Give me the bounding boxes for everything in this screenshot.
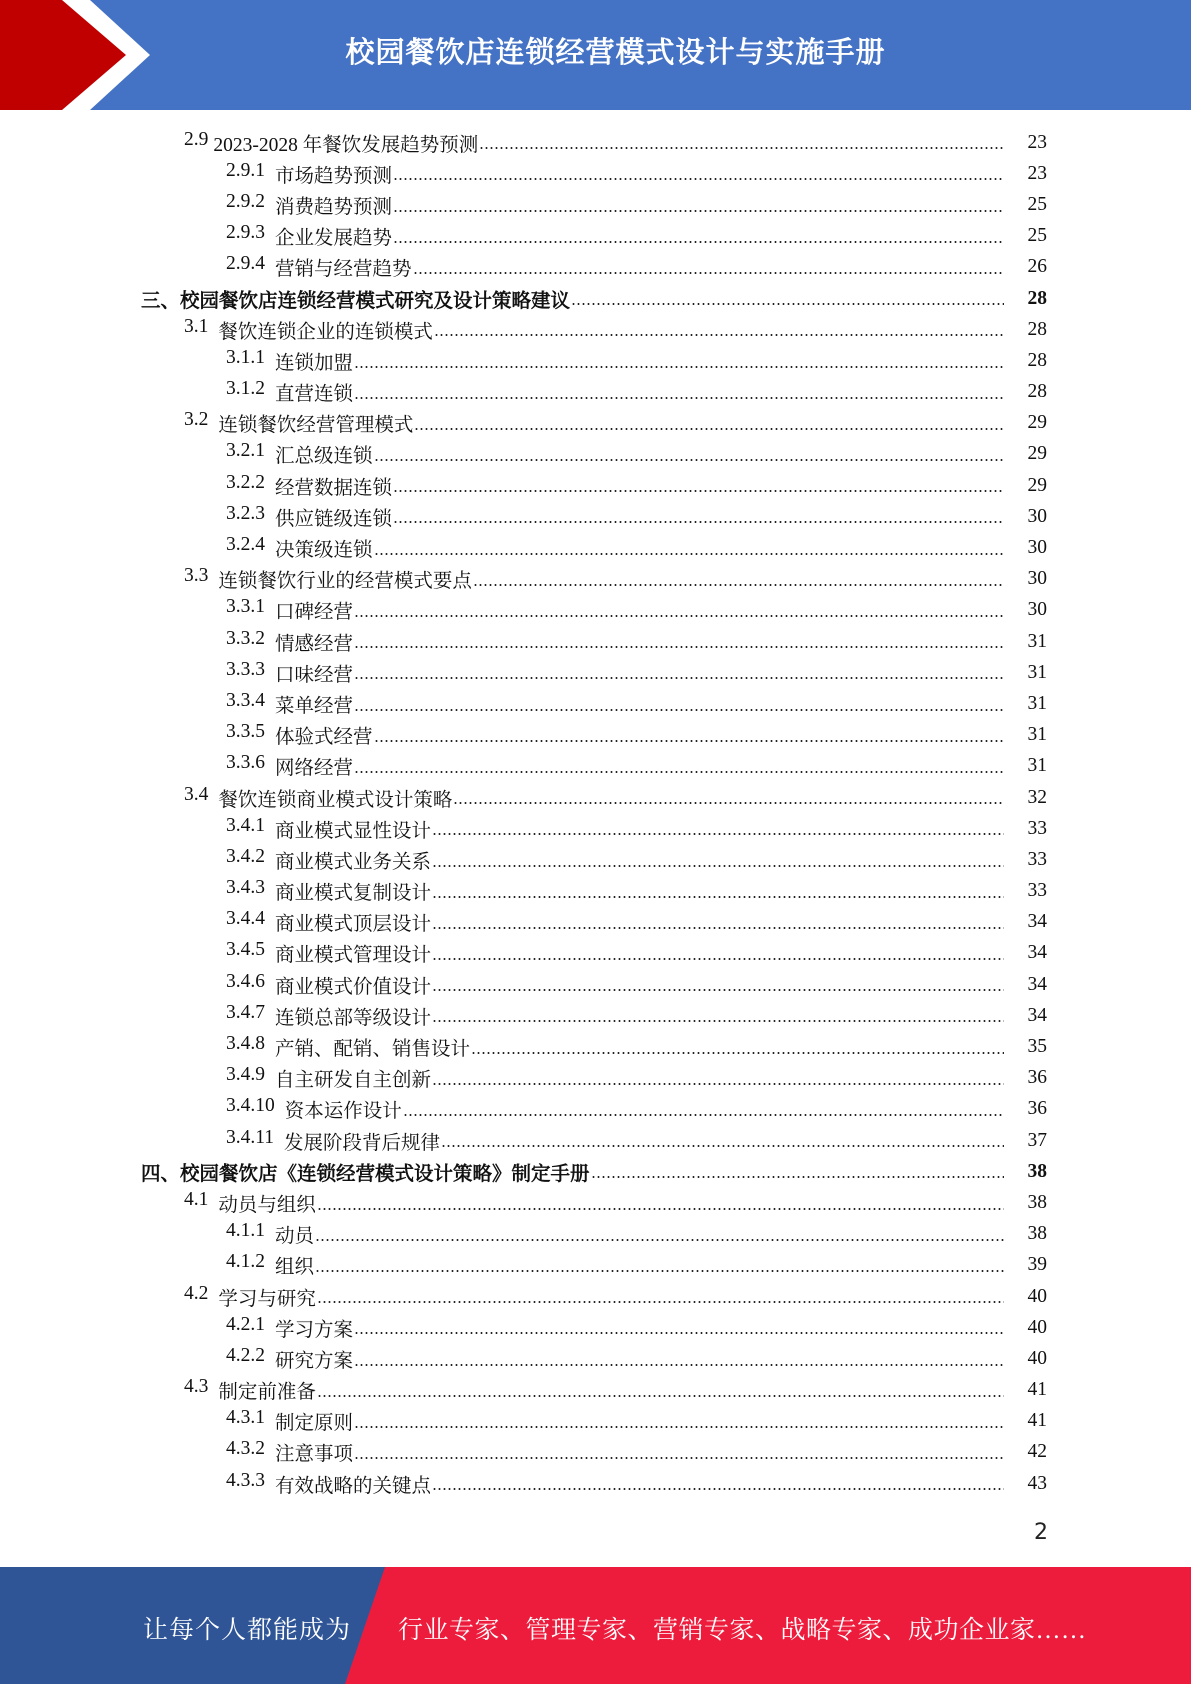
- toc-entry-number: 2.9: [184, 128, 209, 150]
- toc-entry-page: 34: [1027, 973, 1047, 995]
- toc-entry-label: [226, 440, 373, 468]
- toc-entry-page: 35: [1027, 1036, 1047, 1058]
- toc-entry-number: 3.2.4: [226, 534, 265, 556]
- toc-entry-page: 38: [1027, 1160, 1047, 1182]
- toc-entry-title: 决策级连锁: [275, 540, 373, 562]
- toc-entry[interactable]: [0, 252, 1191, 283]
- toc-entry-label: [226, 1095, 402, 1123]
- document-title: 校园餐饮店连锁经营模式设计与实施手册: [345, 35, 886, 69]
- toc-entry-label: [226, 721, 373, 749]
- toc-entry[interactable]: [0, 1406, 1191, 1437]
- toc-entry-title: 学习方案: [275, 1319, 354, 1341]
- toc-entry[interactable]: [0, 1063, 1191, 1094]
- toc-entry-label: [184, 565, 472, 593]
- toc-entry-title: 情感经营: [275, 633, 354, 655]
- toc-entry-title: 菜单经营: [275, 695, 354, 717]
- toc-entry[interactable]: [0, 158, 1191, 189]
- toc-entry-number: 3.3.2: [226, 627, 265, 649]
- toc-entry-label: [226, 1407, 353, 1435]
- toc-entry-page: 41: [1027, 1379, 1047, 1401]
- toc-dot-leader: [393, 490, 1004, 492]
- toc-dot-leader: [591, 1176, 1004, 1178]
- toc-dot-leader: [414, 428, 1004, 430]
- toc-entry-number: 2.9.4: [226, 253, 265, 275]
- toc-entry-page: 31: [1027, 755, 1047, 777]
- toc-entry-label: [226, 1345, 353, 1373]
- toc-entry[interactable]: [0, 595, 1191, 626]
- toc-entry-title: 动员: [275, 1226, 315, 1248]
- toc-entry-title: 口碑经营: [275, 602, 354, 624]
- toc-entry-page: 34: [1027, 942, 1047, 964]
- toc-entry[interactable]: [0, 969, 1191, 1000]
- toc-entry-title: 商业模式顶层设计: [275, 914, 432, 936]
- toc-entry[interactable]: [0, 1000, 1191, 1031]
- toc-entry-page: 36: [1027, 1098, 1047, 1120]
- toc-entry-label: [141, 285, 570, 313]
- toc-entry[interactable]: [0, 221, 1191, 252]
- toc-entry-page: 39: [1027, 1254, 1047, 1276]
- toc-entry[interactable]: [0, 1187, 1191, 1218]
- toc-entry[interactable]: [0, 657, 1191, 688]
- toc-entry-page: 33: [1027, 848, 1047, 870]
- toc-entry-number: 4.3.1: [226, 1407, 265, 1429]
- toc-entry-title: 餐饮连锁企业的连锁模式: [218, 321, 433, 343]
- toc-entry-page: 36: [1027, 1067, 1047, 1089]
- toc-entry-label: [226, 222, 392, 250]
- toc-entry-label: [226, 1002, 431, 1030]
- toc-entry-title: 商业模式复制设计: [275, 883, 432, 905]
- toc-entry-title: 产销、配销、销售设计: [275, 1039, 471, 1061]
- toc-entry[interactable]: [0, 1031, 1191, 1062]
- toc-entry-number: 3.4.4: [226, 908, 265, 930]
- footer-slogan-left: 让每个人都能成为: [143, 1617, 352, 1644]
- toc-dot-leader: [432, 1083, 1004, 1085]
- toc-entry-page: 26: [1027, 256, 1047, 278]
- toc-dot-leader: [453, 802, 1004, 804]
- toc-entry-label: [184, 409, 413, 437]
- toc-entry-label: [226, 1470, 431, 1498]
- toc-entry-label: [226, 503, 392, 531]
- toc-dot-leader: [315, 1270, 1004, 1272]
- toc-dot-leader: [432, 896, 1004, 898]
- toc-entry-number: 3.4.3: [226, 877, 265, 899]
- toc-entry-label: [226, 659, 353, 687]
- toc-entry-page: 31: [1027, 724, 1047, 746]
- toc-entry-label: [226, 191, 392, 219]
- toc-entry[interactable]: [0, 1250, 1191, 1281]
- toc-entry-title: 商业模式业务关系: [275, 851, 432, 873]
- toc-entry-title: 注意事项: [275, 1444, 354, 1466]
- toc-entry-page: 34: [1027, 1004, 1047, 1026]
- toc-entry-number: 3.4.8: [226, 1033, 265, 1055]
- toc-entry-title: 连锁加盟: [275, 352, 354, 374]
- toc-dot-leader: [354, 677, 1004, 679]
- toc-dot-leader: [393, 210, 1004, 212]
- toc-entry-page: 40: [1027, 1347, 1047, 1369]
- toc-entry-label: [226, 1064, 431, 1092]
- toc-entry-label: [226, 1251, 314, 1279]
- toc-entry-label: [184, 1283, 316, 1311]
- toc-entry[interactable]: [0, 938, 1191, 969]
- toc-entry-title: 资本运作设计: [284, 1101, 402, 1123]
- toc-entry[interactable]: [0, 688, 1191, 719]
- toc-dot-leader: [317, 1395, 1004, 1397]
- toc-dot-leader: [473, 584, 1004, 586]
- toc-entry-title: 制定原则: [275, 1413, 354, 1435]
- toc-entry-label: [226, 378, 353, 406]
- toc-entry-page: 33: [1027, 817, 1047, 839]
- toc-dot-leader: [317, 1301, 1004, 1303]
- toc-entry-title: 汇总级连锁: [275, 446, 373, 468]
- toc-dot-leader: [374, 553, 1004, 555]
- toc-dot-leader: [374, 459, 1004, 461]
- toc-entry-title: 四、校园餐饮店《连锁经营模式设计策略》制定手册: [141, 1163, 590, 1185]
- toc-entry-title: 市场趋势预测: [275, 165, 393, 187]
- toc-entry[interactable]: [0, 1312, 1191, 1343]
- toc-dot-leader: [434, 334, 1004, 336]
- toc-entry-label: [184, 1189, 316, 1217]
- toc-entry-number: 4.1.2: [226, 1251, 265, 1273]
- toc-entry-number: 3.3.4: [226, 689, 265, 711]
- toc-entry-number: 2.9.2: [226, 190, 265, 212]
- toc-entry-number: 3.2.3: [226, 502, 265, 524]
- toc-entry-page: 25: [1027, 193, 1047, 215]
- toc-entry-page: 32: [1027, 786, 1047, 808]
- toc-entry-page: 28: [1027, 318, 1047, 340]
- toc-entry[interactable]: [0, 782, 1191, 813]
- toc-entry-label: [226, 1314, 353, 1342]
- toc-entry-label: [226, 253, 412, 281]
- toc-entry[interactable]: [0, 127, 1191, 158]
- toc-entry[interactable]: [0, 189, 1191, 220]
- toc-entry-title: 网络经营: [275, 758, 354, 780]
- toc-entry-label: [226, 908, 431, 936]
- toc-entry-number: 3.2.1: [226, 440, 265, 462]
- toc-entry-label: [226, 1438, 353, 1466]
- toc-entry-number: 2.9.3: [226, 222, 265, 244]
- toc-entry[interactable]: [0, 283, 1191, 314]
- toc-dot-leader: [354, 1332, 1004, 1334]
- toc-entry-label: [226, 628, 353, 656]
- toc-entry-title: 企业发展趋势: [275, 228, 393, 250]
- toc-entry[interactable]: [0, 564, 1191, 595]
- toc-entry-label: [226, 596, 353, 624]
- toc-entry-number: 3.1: [184, 315, 209, 337]
- toc-entry-number: 4.3: [184, 1376, 209, 1398]
- toc-entry[interactable]: [0, 813, 1191, 844]
- toc-entry-number: 3.4.9: [226, 1064, 265, 1086]
- toc-dot-leader: [432, 989, 1004, 991]
- toc-entry-number: 4.1.1: [226, 1220, 265, 1242]
- toc-entry[interactable]: [0, 470, 1191, 501]
- toc-entry[interactable]: [0, 439, 1191, 470]
- toc-entry-label: [226, 1033, 470, 1061]
- toc-entry-number: 4.3.2: [226, 1438, 265, 1460]
- toc-entry-page: 37: [1027, 1129, 1047, 1151]
- toc-dot-leader: [315, 1239, 1004, 1241]
- toc-entry-page: 25: [1027, 225, 1047, 247]
- toc-entry-page: 29: [1027, 412, 1047, 434]
- toc-entry-number: 3.1.2: [226, 378, 265, 400]
- toc-entry-number: 4.2: [184, 1282, 209, 1304]
- toc-entry[interactable]: [0, 1219, 1191, 1250]
- toc-entry-number: 4.1: [184, 1188, 209, 1210]
- toc-entry-title: 连锁总部等级设计: [275, 1007, 432, 1029]
- toc-dot-leader: [317, 1208, 1004, 1210]
- toc-entry[interactable]: [0, 1156, 1191, 1187]
- toc-entry-title: 体验式经营: [275, 727, 373, 749]
- page-header: [0, 0, 1191, 110]
- toc-entry-number: 3.4.2: [226, 845, 265, 867]
- toc-entry-title: 研究方案: [275, 1350, 354, 1372]
- toc-entry[interactable]: [0, 626, 1191, 657]
- toc-entry-title: 餐饮连锁商业模式设计策略: [218, 789, 453, 811]
- toc-entry[interactable]: [0, 751, 1191, 782]
- toc-entry-page: 23: [1027, 162, 1047, 184]
- toc-dot-leader: [432, 833, 1004, 835]
- toc-entry-title: 2023-2028 年餐饮发展趋势预测: [213, 134, 479, 156]
- toc-entry-title: 有效战略的关键点: [275, 1475, 432, 1497]
- toc-entry-title: 制定前准备: [218, 1382, 316, 1404]
- toc-entry-title: 连锁餐饮行业的经营模式要点: [218, 571, 472, 593]
- toc-entry-title: 直营连锁: [275, 384, 354, 406]
- toc-entry-title: 消费趋势预测: [275, 196, 393, 218]
- toc-entry-number: 4.2.1: [226, 1313, 265, 1335]
- toc-entry-title: 经营数据连锁: [275, 477, 393, 499]
- toc-entry[interactable]: [0, 844, 1191, 875]
- toc-dot-leader: [432, 1488, 1004, 1490]
- toc-entry-page: 42: [1027, 1441, 1047, 1463]
- toc-entry-title: 口味经营: [275, 664, 354, 686]
- toc-entry-label: [226, 752, 353, 780]
- toc-entry[interactable]: [0, 1468, 1191, 1499]
- toc-entry[interactable]: [0, 1094, 1191, 1125]
- toc-entry-number: 3.3.5: [226, 721, 265, 743]
- toc-entry[interactable]: [0, 1125, 1191, 1156]
- toc-entry-page: 40: [1027, 1316, 1047, 1338]
- toc-dot-leader: [479, 147, 1004, 149]
- toc-dot-leader: [374, 740, 1004, 742]
- toc-entry-label: [184, 1376, 316, 1404]
- toc-entry-number: 3.3.6: [226, 752, 265, 774]
- toc-entry[interactable]: [0, 501, 1191, 532]
- toc-entry-label: [226, 846, 431, 874]
- toc-entry-number: 3.3: [184, 565, 209, 587]
- toc-entry-page: 33: [1027, 880, 1047, 902]
- toc-entry[interactable]: [0, 907, 1191, 938]
- toc-entry-title: 自主研发自主创新: [275, 1070, 432, 1092]
- toc-dot-leader: [354, 1426, 1004, 1428]
- toc-entry[interactable]: [0, 720, 1191, 751]
- toc-entry-number: 3.3.1: [226, 596, 265, 618]
- toc-entry[interactable]: [0, 314, 1191, 345]
- toc-entry-label: [184, 784, 452, 812]
- toc-entry-title: 动员与组织: [218, 1194, 316, 1216]
- toc-entry-title: 供应链级连锁: [275, 508, 393, 530]
- toc-entry-title: 三、校园餐饮店连锁经营模式研究及设计策略建议: [141, 290, 571, 312]
- toc-entry-number: 3.4.5: [226, 939, 265, 961]
- toc-entry-label: [226, 347, 353, 375]
- toc-entry-page: 29: [1027, 474, 1047, 496]
- toc-entry-number: 3.4: [184, 783, 209, 805]
- toc-entry-number: 3.4.7: [226, 1001, 265, 1023]
- toc-entry-page: 30: [1027, 505, 1047, 527]
- toc-entry-page: 31: [1027, 661, 1047, 683]
- toc-entry-label: [226, 815, 431, 843]
- toc-entry[interactable]: [0, 345, 1191, 376]
- toc-entry-title: 商业模式显性设计: [275, 820, 432, 842]
- toc-entry-number: 4.3.3: [226, 1469, 265, 1491]
- page-number: 2: [1034, 1520, 1048, 1545]
- toc-entry-label: [226, 939, 431, 967]
- toc-entry-title: 学习与研究: [218, 1288, 316, 1310]
- toc-entry-label: [141, 1158, 590, 1186]
- toc-entry-number: 3.2: [184, 409, 209, 431]
- toc-entry-label: [184, 129, 478, 157]
- toc-entry-label: [184, 316, 433, 344]
- toc-entry-page: 28: [1027, 287, 1047, 309]
- toc-dot-leader: [441, 1145, 1004, 1147]
- toc-entry[interactable]: [0, 1375, 1191, 1406]
- toc-dot-leader: [354, 366, 1004, 368]
- toc-dot-leader: [354, 397, 1004, 399]
- toc-entry-page: 38: [1027, 1223, 1047, 1245]
- toc-entry-title: 商业模式管理设计: [275, 945, 432, 967]
- toc-dot-leader: [354, 615, 1004, 617]
- toc-dot-leader: [413, 272, 1004, 274]
- toc-dot-leader: [471, 1052, 1004, 1054]
- toc-entry-label: [226, 534, 373, 562]
- toc-entry-number: 3.4.1: [226, 814, 265, 836]
- toc-entry-number: 3.2.2: [226, 471, 265, 493]
- toc-entry-title: 发展阶段背后规律: [284, 1132, 441, 1154]
- toc-dot-leader: [432, 927, 1004, 929]
- toc-entry-page: 30: [1027, 568, 1047, 590]
- toc-entry-page: 28: [1027, 381, 1047, 403]
- toc-entry-page: 41: [1027, 1410, 1047, 1432]
- toc-entry[interactable]: [0, 1343, 1191, 1374]
- toc-entry-label: [226, 472, 392, 500]
- toc-entry[interactable]: [0, 408, 1191, 439]
- toc-entry-page: 30: [1027, 537, 1047, 559]
- table-of-contents: [0, 127, 1191, 1499]
- toc-entry-page: 30: [1027, 599, 1047, 621]
- toc-entry[interactable]: [0, 1281, 1191, 1312]
- toc-entry-title: 营销与经营趋势: [275, 259, 412, 281]
- toc-entry-page: 23: [1027, 131, 1047, 153]
- footer-slogan-right: 行业专家、管理专家、营销专家、战略专家、成功企业家……: [398, 1617, 1087, 1644]
- toc-entry-page: 31: [1027, 692, 1047, 714]
- toc-entry-title: 连锁餐饮经营管理模式: [218, 415, 414, 437]
- toc-entry-title: 组织: [275, 1257, 315, 1279]
- toc-entry-page: 38: [1027, 1191, 1047, 1213]
- toc-entry-label: [226, 971, 431, 999]
- toc-entry-page: 29: [1027, 443, 1047, 465]
- toc-dot-leader: [403, 1114, 1004, 1116]
- toc-entry-label: [226, 877, 431, 905]
- toc-entry-number: 2.9.1: [226, 159, 265, 181]
- toc-entry-page: 43: [1027, 1472, 1047, 1494]
- toc-entry-number: 3.4.6: [226, 970, 265, 992]
- toc-dot-leader: [432, 958, 1004, 960]
- toc-entry-label: [226, 160, 392, 188]
- toc-entry-page: 34: [1027, 911, 1047, 933]
- toc-entry-label: [226, 1127, 440, 1155]
- toc-entry-title: 商业模式价值设计: [275, 976, 432, 998]
- toc-entry-page: 31: [1027, 630, 1047, 652]
- toc-dot-leader: [354, 1457, 1004, 1459]
- toc-entry-number: 3.4.11: [226, 1126, 275, 1148]
- toc-entry-page: 40: [1027, 1285, 1047, 1307]
- toc-dot-leader: [393, 178, 1004, 180]
- toc-entry[interactable]: [0, 532, 1191, 563]
- toc-entry[interactable]: [0, 377, 1191, 408]
- toc-entry[interactable]: [0, 876, 1191, 907]
- toc-entry-label: [226, 1220, 314, 1248]
- toc-entry-page: 28: [1027, 349, 1047, 371]
- toc-entry-label: [226, 690, 353, 718]
- toc-dot-leader: [354, 771, 1004, 773]
- toc-dot-leader: [432, 1020, 1004, 1022]
- toc-dot-leader: [393, 521, 1004, 523]
- page-footer: [0, 1567, 1191, 1684]
- toc-dot-leader: [354, 646, 1004, 648]
- toc-dot-leader: [354, 1364, 1004, 1366]
- toc-dot-leader: [393, 241, 1004, 243]
- toc-entry-number: 3.3.3: [226, 658, 265, 680]
- toc-dot-leader: [354, 709, 1004, 711]
- toc-entry-number: 3.4.10: [226, 1095, 275, 1117]
- toc-dot-leader: [571, 303, 1004, 305]
- toc-entry-number: 4.2.2: [226, 1344, 265, 1366]
- toc-entry-number: 3.1.1: [226, 346, 265, 368]
- toc-dot-leader: [432, 865, 1004, 867]
- toc-entry[interactable]: [0, 1437, 1191, 1468]
